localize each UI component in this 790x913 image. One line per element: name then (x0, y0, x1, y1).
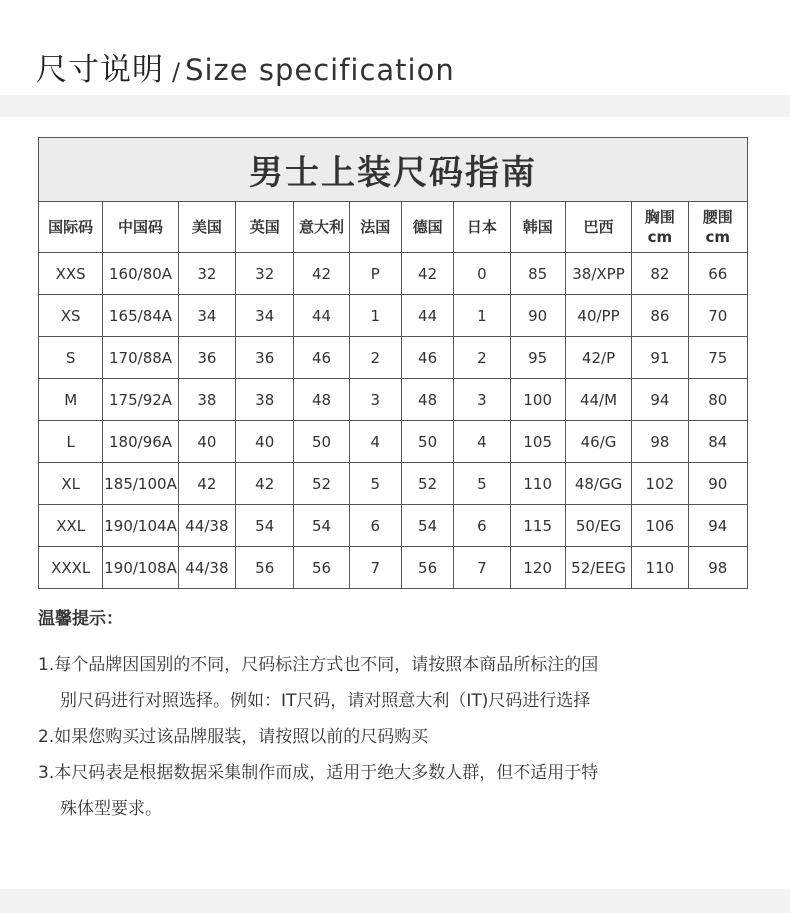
tip-line: 殊体型要求。 (60, 799, 162, 819)
table-cell: 175/92A (103, 379, 178, 421)
column-header (510, 202, 565, 253)
table-cell: 42 (178, 463, 235, 505)
table-cell: 170/88A (103, 337, 178, 379)
column-header-label: 胸围 (644, 207, 675, 226)
table-cell: 75 (688, 337, 747, 379)
table-cell: 0 (454, 253, 510, 295)
table-cell: 50/EG (565, 505, 631, 547)
table-row (39, 463, 748, 505)
column-header-label: 中国码 (118, 217, 164, 236)
table-cell: 34 (178, 295, 235, 337)
table-cell: 1 (454, 295, 510, 337)
table-cell: 5 (349, 463, 401, 505)
column-header (103, 202, 178, 253)
tips-section (38, 604, 758, 827)
table-cell: 40/PP (565, 295, 631, 337)
column-header-label: 韩国 (522, 217, 553, 236)
column-header (294, 202, 349, 253)
table-cell: L (39, 421, 103, 463)
table-cell: 54 (236, 505, 294, 547)
table-cell: 3 (349, 379, 401, 421)
table-cell: 95 (510, 337, 565, 379)
column-header-label: cm (647, 228, 673, 246)
table-cell: XXS (39, 253, 103, 295)
table-cell: S (39, 337, 103, 379)
table-cell: 110 (632, 547, 688, 589)
table-cell: 80 (688, 379, 747, 421)
column-header (565, 202, 631, 253)
table-title: 男士上装尺码指南 (39, 138, 748, 202)
table-cell: 7 (454, 547, 510, 589)
table-cell: 48 (294, 379, 349, 421)
page-title-cn: 尺寸说明 (36, 52, 164, 88)
column-header (349, 202, 401, 253)
column-header (401, 202, 453, 253)
table-cell: 185/100A (103, 463, 178, 505)
table-cell: 106 (632, 505, 688, 547)
table-cell: 48/GG (565, 463, 631, 505)
table-header-row (39, 202, 748, 253)
table-cell: 42 (401, 253, 453, 295)
divider-band-bottom (0, 889, 790, 913)
table-cell: 44 (294, 295, 349, 337)
table-cell: 165/84A (103, 295, 178, 337)
table-cell: 84 (688, 421, 747, 463)
table-row (39, 505, 748, 547)
table-cell: 44 (401, 295, 453, 337)
column-header (236, 202, 294, 253)
table-cell: XXL (39, 505, 103, 547)
table-cell: 190/108A (103, 547, 178, 589)
column-header-label: 腰围 (702, 207, 733, 226)
table-cell: 44/M (565, 379, 631, 421)
tips-title: 温馨提示： (38, 609, 123, 629)
column-header-label: 巴西 (583, 217, 614, 236)
tip-item (38, 647, 758, 719)
title-separator: / (172, 58, 181, 86)
tip-line: 别尺码进行对照选择。例如：IT尺码，请对照意大利（IT)尺码进行选择 (60, 691, 591, 711)
tip-item (38, 719, 758, 755)
table-cell: 52 (294, 463, 349, 505)
table-cell: 4 (454, 421, 510, 463)
column-header-label: 美国 (191, 217, 222, 236)
column-header-label: 国际码 (48, 217, 94, 236)
table-cell: 54 (401, 505, 453, 547)
table-cell: 180/96A (103, 421, 178, 463)
table-cell: 94 (688, 505, 747, 547)
table-row (39, 253, 748, 295)
table-cell: XL (39, 463, 103, 505)
column-header-label: 德国 (412, 217, 443, 236)
column-header-label: cm (705, 228, 731, 246)
column-header-label: 日本 (466, 217, 497, 236)
tip-line: 1.每个品牌因国别的不同，尺码标注方式也不同，请按照本商品所标注的国 (38, 655, 599, 675)
table-cell: 46 (294, 337, 349, 379)
table-cell: M (39, 379, 103, 421)
column-header (632, 202, 688, 253)
table-cell: 42 (236, 463, 294, 505)
table-cell: 190/104A (103, 505, 178, 547)
table-cell: 36 (236, 337, 294, 379)
table-cell: 90 (510, 295, 565, 337)
table-cell: 6 (454, 505, 510, 547)
size-guide-table (38, 137, 748, 589)
table-cell: 4 (349, 421, 401, 463)
table-cell: 38 (178, 379, 235, 421)
column-header (39, 202, 103, 253)
table-row (39, 547, 748, 589)
table-cell: XS (39, 295, 103, 337)
table-cell: 40 (178, 421, 235, 463)
table-cell: 54 (294, 505, 349, 547)
table-cell: 90 (688, 463, 747, 505)
tip-line: 3.本尺码表是根据数据采集制作而成，适用于绝大多数人群，但不适用于特 (38, 763, 599, 783)
table-cell: 38 (236, 379, 294, 421)
table-cell: 98 (688, 547, 747, 589)
table-row (39, 337, 748, 379)
column-header (178, 202, 235, 253)
tip-line: 2.如果您购买过该品牌服装，请按照以前的尺码购买 (38, 727, 429, 747)
table-cell: 100 (510, 379, 565, 421)
table-cell: 2 (349, 337, 401, 379)
table-cell: 48 (401, 379, 453, 421)
table-cell: 160/80A (103, 253, 178, 295)
table-body (39, 253, 748, 589)
table-cell: 42 (294, 253, 349, 295)
column-header-label: 法国 (360, 217, 391, 236)
table-cell: 52 (401, 463, 453, 505)
table-cell: 44/38 (178, 547, 235, 589)
table-cell: 91 (632, 337, 688, 379)
table-cell: 70 (688, 295, 747, 337)
table-cell: 2 (454, 337, 510, 379)
table-cell: XXXL (39, 547, 103, 589)
table-row (39, 421, 748, 463)
column-header (454, 202, 510, 253)
table-cell: 94 (632, 379, 688, 421)
table-cell: 82 (632, 253, 688, 295)
table-cell: 46 (401, 337, 453, 379)
table-cell: 105 (510, 421, 565, 463)
column-header (688, 202, 747, 253)
table-cell: 46/G (565, 421, 631, 463)
tips-list (38, 647, 758, 827)
column-header-label: 英国 (249, 217, 280, 236)
table-cell: 44/38 (178, 505, 235, 547)
table-cell: 50 (401, 421, 453, 463)
table-cell: 102 (632, 463, 688, 505)
table-row (39, 379, 748, 421)
divider-band-top (0, 95, 790, 117)
table-cell: 32 (178, 253, 235, 295)
table-cell: 34 (236, 295, 294, 337)
column-header-label: 意大利 (299, 217, 345, 236)
table-cell: 5 (454, 463, 510, 505)
table-cell: 50 (294, 421, 349, 463)
table-cell: 42/P (565, 337, 631, 379)
table-cell: 6 (349, 505, 401, 547)
page-title-en: Size specification (185, 53, 455, 87)
table-cell: 98 (632, 421, 688, 463)
table-cell: 1 (349, 295, 401, 337)
table-cell: 86 (632, 295, 688, 337)
table-cell: 38/XPP (565, 253, 631, 295)
table-cell: 3 (454, 379, 510, 421)
table-cell: 120 (510, 547, 565, 589)
table-cell: 40 (236, 421, 294, 463)
page-header (36, 44, 455, 88)
tip-item (38, 755, 758, 827)
table-cell: 52/EEG (565, 547, 631, 589)
table-cell: 56 (294, 547, 349, 589)
table-row (39, 295, 748, 337)
table-cell: 36 (178, 337, 235, 379)
table-cell: 66 (688, 253, 747, 295)
table-cell: 115 (510, 505, 565, 547)
table-cell: 56 (236, 547, 294, 589)
table-cell: 85 (510, 253, 565, 295)
table-cell: P (349, 253, 401, 295)
table-cell: 56 (401, 547, 453, 589)
table-cell: 32 (236, 253, 294, 295)
table-cell: 7 (349, 547, 401, 589)
table-cell: 110 (510, 463, 565, 505)
